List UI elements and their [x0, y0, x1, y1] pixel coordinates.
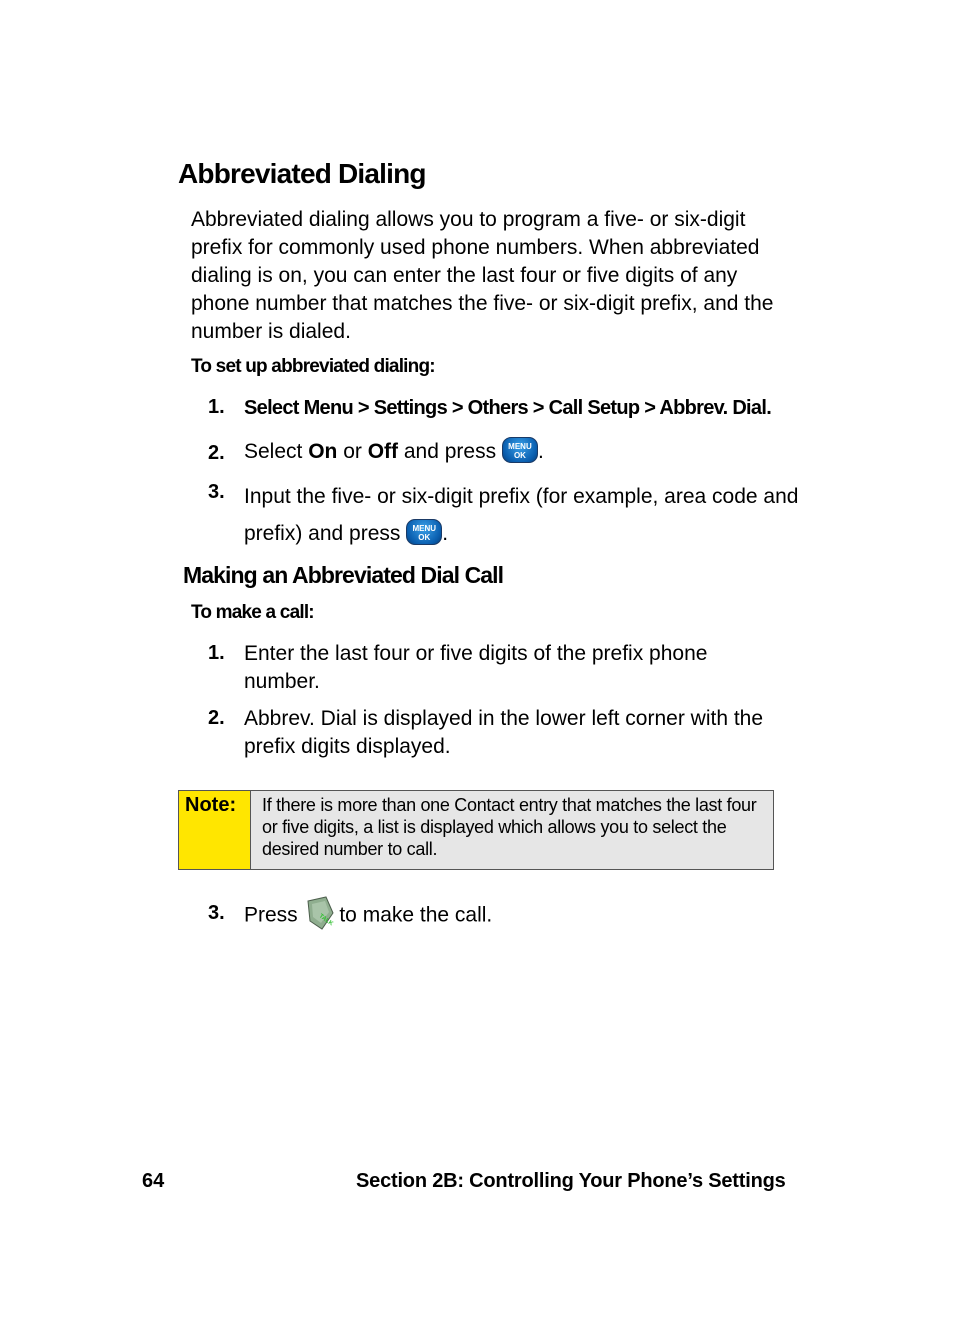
menu-key-line-1: MENU: [412, 524, 437, 534]
setup-step-3-number: 3.: [208, 481, 225, 503]
step-2-text-a: Select: [244, 440, 309, 463]
intro-paragraph: Abbreviated dialing allows you to program a five- or six-digit prefix for commonly used phone numbers. When abbreviated dialing is on, you can enter the last four or five digits of any phone number that matches the five- or six-digit prefix, and the number is dialed.: [191, 208, 774, 343]
call-step-1-number: 1.: [208, 642, 225, 664]
section-subtitle: Making an Abbreviated Dial Call: [183, 562, 504, 588]
menu-key-line-2: OK: [418, 533, 431, 543]
step-3-text: Input the five- or six-digit prefix (for example, area code and prefix) and press: [244, 485, 799, 545]
call-step-3-text-b: to make the call.: [333, 903, 493, 927]
off-option: Off: [367, 440, 399, 463]
setup-step-2: [244, 438, 804, 466]
setup-step-1-number: 1.: [208, 396, 225, 418]
step-2-text-c: and press: [398, 440, 502, 463]
note-label: Note:: [179, 791, 251, 869]
setup-step-3: [244, 478, 804, 552]
step-2-end: .: [537, 440, 544, 463]
page-title: Abbreviated Dialing: [178, 158, 426, 189]
page-number: 64: [142, 1170, 165, 1192]
call-step-1: Enter the last four or five digits of the prefix phone number.: [244, 642, 708, 693]
setup-step-1: Select Menu > Settings > Others > Call Setup > Abbrev. Dial.: [244, 397, 772, 419]
svg-text:TALK: TALK: [317, 913, 334, 928]
setup-step-2-number: 2.: [208, 442, 225, 464]
on-option: On: [308, 440, 338, 463]
menu-ok-key-icon: [406, 519, 442, 545]
note-text: If there is more than one Contact entry that matches the last four or five digits, a list is displayed which allows you to select the desired number to call.: [251, 791, 773, 869]
talk-key-icon: [304, 895, 334, 931]
step-3-end: .: [442, 522, 449, 545]
menu-key-line-1: MENU: [508, 442, 532, 452]
menu-key-line-2: OK: [513, 451, 526, 461]
section-footer: Section 2B: Controlling Your Phone’s Settings: [356, 1170, 786, 1192]
call-lead: To make a call:: [191, 602, 314, 623]
call-step-3-text-a: Press: [244, 903, 304, 927]
call-step-2: Abbrev. Dial is displayed in the lower left corner with the prefix digits displayed.: [244, 707, 764, 758]
menu-ok-key-icon: [502, 437, 538, 463]
note-box: [178, 790, 774, 870]
call-step-2-number: 2.: [208, 707, 225, 729]
setup-lead: To set up abbreviated dialing:: [191, 356, 435, 377]
call-step-3-number: 3.: [208, 902, 225, 924]
call-step-3: [244, 898, 804, 934]
step-2-text-b: or: [337, 440, 368, 463]
